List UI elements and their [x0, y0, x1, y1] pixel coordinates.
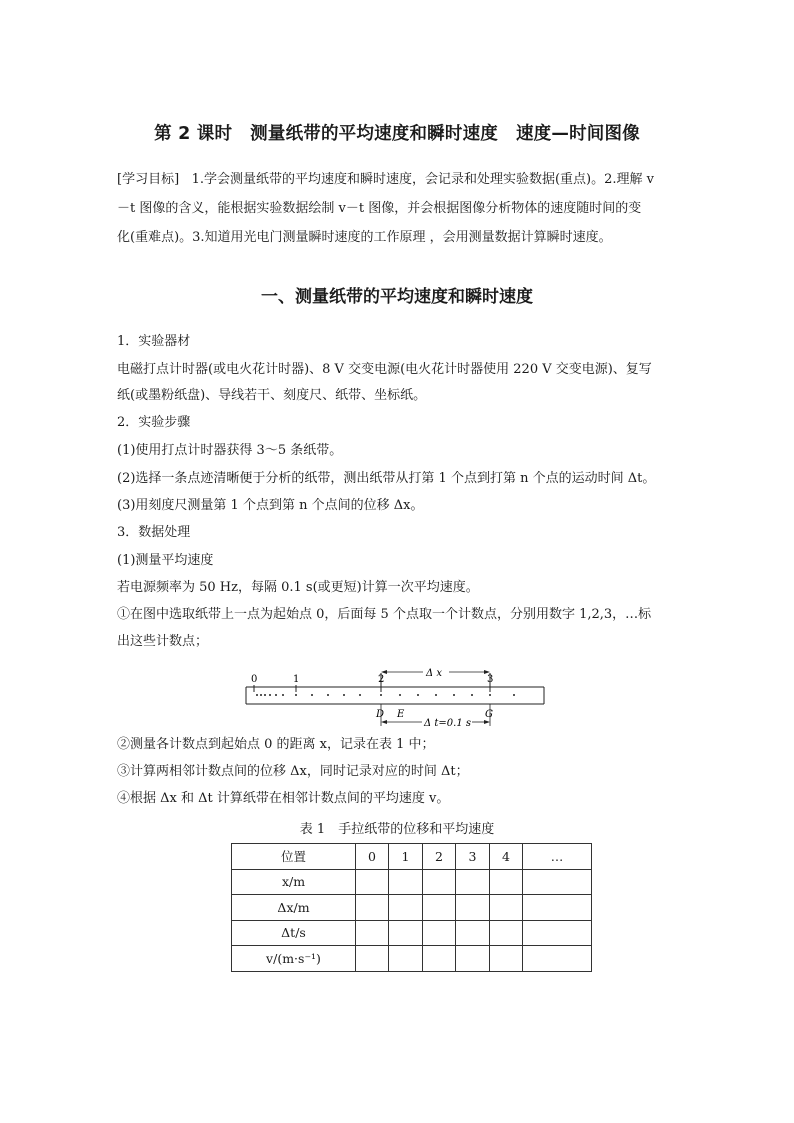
- table-cell: [423, 946, 456, 972]
- table-row: [232, 946, 592, 972]
- step-1: (1)使用打点计时器获得 3～5 条纸带。: [117, 443, 343, 458]
- letter-g: G: [485, 709, 493, 720]
- table-caption: 表 1 手拉纸带的位移和平均速度: [299, 822, 495, 837]
- table-cell: [356, 946, 389, 972]
- table-cell: [389, 869, 423, 895]
- row-label: v/(m·s⁻¹): [232, 946, 356, 972]
- objectives-line-3: 化(重难点)。3.知道用光电门测量瞬时速度的工作原理 ，会用测量数据计算瞬时速度。: [117, 230, 612, 245]
- table-header-cell: 2: [423, 844, 456, 870]
- table-header-row: [232, 844, 592, 870]
- paper-tape-diagram: [240, 668, 550, 730]
- procedure-1-line-2: 出这些计数点；: [117, 634, 209, 649]
- row-label: x/m: [232, 869, 356, 895]
- page-title: [0, 120, 794, 145]
- table-cell: [490, 869, 523, 895]
- letter-d: D: [376, 709, 385, 720]
- tape-dots: [256, 694, 515, 696]
- table-header-cell: …: [523, 844, 592, 870]
- table-cell: [456, 869, 490, 895]
- table-header-cell: 3: [456, 844, 490, 870]
- table-cell: [490, 920, 523, 946]
- table-cell: [423, 920, 456, 946]
- delta-x-label: Δ x: [426, 668, 443, 679]
- point-label-1: 1: [293, 674, 300, 685]
- lesson-number: 第 2 课时: [154, 124, 233, 144]
- equipment-line-2: 纸(或墨粉纸盘)、导线若干、刻度尺、纸带、坐标纸。: [117, 388, 427, 403]
- data-table: [231, 843, 592, 972]
- table-cell: [490, 895, 523, 921]
- freq-line: 若电源频率为 50 Hz，每隔 0.1 s(或更短)计算一次平均速度。: [117, 580, 479, 595]
- row-label: Δx/m: [232, 895, 356, 921]
- table-cell: [456, 946, 490, 972]
- step-2: (2)选择一条点迹清晰便于分析的纸带，测出纸带从打第 1 个点到打第 n 个点的运动时间 Δt。: [117, 471, 656, 486]
- point-label-3: 3: [487, 674, 494, 685]
- procedure-4: ④根据 Δx 和 Δt 计算纸带在相邻计数点间的平均速度 v。: [117, 791, 450, 806]
- table-header-cell: 1: [389, 844, 423, 870]
- lesson-topic: 测量纸带的平均速度和瞬时速度: [250, 124, 498, 144]
- table-cell: [523, 895, 592, 921]
- point-label-0: 0: [251, 674, 258, 685]
- objectives-line-2: －t 图像的含义，能根据实验数据绘制 v－t 图像，并会根据图像分析物体的速度随时间的变: [117, 201, 642, 216]
- table-cell: [423, 895, 456, 921]
- table-row: [232, 869, 592, 895]
- procedure-2: ②测量各计数点到起始点 0 的距离 x，记录在表 1 中；: [117, 737, 435, 752]
- data-title: 3．数据处理: [117, 525, 191, 540]
- lesson-subtopic: 速度—时间图像: [515, 124, 640, 144]
- table-cell: [356, 869, 389, 895]
- table-cell: [490, 946, 523, 972]
- table-row: [232, 920, 592, 946]
- table-cell: [456, 895, 490, 921]
- step-3: (3)用刻度尺测量第 1 个点到第 n 个点间的位移 Δx。: [117, 498, 424, 513]
- table-cell: [356, 895, 389, 921]
- table-cell: [456, 920, 490, 946]
- table-header-cell: 4: [490, 844, 523, 870]
- table-cell: [389, 895, 423, 921]
- equipment-line-1: 电磁打点计时器(或电火花计时器)、8 V 交变电源(电火花计时器使用 220 V 交变电源)、复写: [117, 362, 652, 377]
- point-label-2: 2: [378, 674, 385, 685]
- section-heading: 一、测量纸带的平均速度和瞬时速度: [261, 287, 533, 307]
- objectives-line-1: [学习目标] 1.学会测量纸带的平均速度和瞬时速度，会记录和处理实验数据(重点)。2.理解 v: [117, 172, 654, 187]
- table-header-cell: 位置: [232, 844, 356, 870]
- avg-title: (1)测量平均速度: [117, 553, 214, 568]
- row-label: Δt/s: [232, 920, 356, 946]
- equipment-title: 1．实验器材: [117, 334, 191, 349]
- table-row: [232, 895, 592, 921]
- delta-t-label: Δ t=0.1 s: [424, 718, 472, 729]
- table-cell: [389, 946, 423, 972]
- table-cell: [389, 920, 423, 946]
- letter-e: E: [397, 709, 405, 720]
- table-cell: [523, 869, 592, 895]
- table-header-cell: 0: [356, 844, 389, 870]
- table-cell: [523, 920, 592, 946]
- steps-title: 2．实验步骤: [117, 415, 191, 430]
- procedure-3: ③计算两相邻计数点间的位移 Δx，同时记录对应的时间 Δt；: [117, 764, 469, 779]
- table-cell: [523, 946, 592, 972]
- table-cell: [423, 869, 456, 895]
- table-cell: [356, 920, 389, 946]
- objectives-label: [学习目标]: [117, 172, 180, 187]
- procedure-1-line-1: ①在图中选取纸带上一点为起始点 0，后面每 5 个点取一个计数点，分别用数字 1,2,3，…标: [117, 607, 652, 622]
